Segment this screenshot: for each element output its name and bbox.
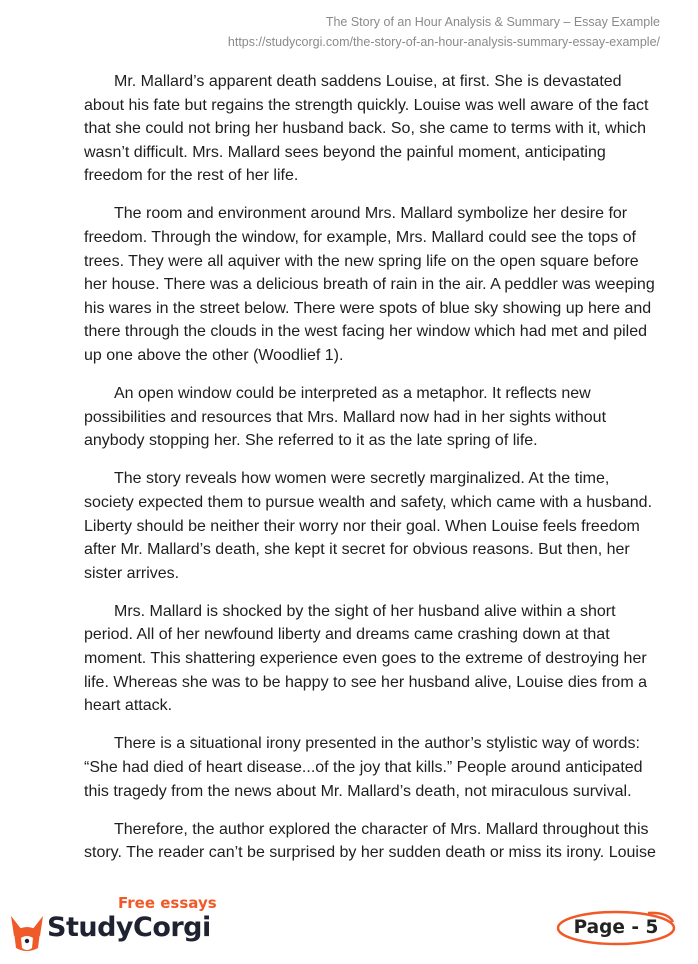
page-number: Page - 5: [573, 916, 659, 938]
studycorgi-logo-text: StudyCorgi: [47, 912, 211, 943]
page-number-badge: [556, 908, 676, 946]
essay-body: [84, 70, 658, 879]
paragraph-3: An open window could be interpreted as a metaphor. It reflects new possibilities and resources that Mrs. Mallard now had in her sights without anybody stopping her. She referred to it as the late spring of life.: [84, 385, 607, 450]
paragraph-5: Mrs. Mallard is shocked by the sight of her husband alive within a short period. All of her newfound liberty and dreams came crashing down at that moment. This shattering experience even goes to the extreme of destroying her life. Whereas she was to be happy to see her husband alive, Louise dies from a heart attack.: [84, 602, 647, 715]
paragraph-6: There is a situational irony presented in the author’s stylistic way of words: “She had died of heart disease...of the joy that kills.” People around anticipated this tragedy from the news about Mr. Mallard’s death, not miraculous survival.: [84, 735, 643, 800]
free-essays-tagline: Free essays: [118, 894, 217, 912]
paragraph-7: Therefore, the author explored the character of Mrs. Mallard throughout this story. The reader can’t be surprised by her sudden death or miss its irony. Louise: [84, 820, 656, 862]
paragraph-1: Mr. Mallard’s apparent death saddens Louise, at first. She is devastated about his fate but regains the strength quickly. Louise was well aware of the fact that she could not bring her husband back. So, she came to terms with it, which wasn’t difficult. Mrs. Mallard sees beyond the painful moment, anticipating freedom for the rest of her life.: [84, 73, 649, 185]
page-footer: [0, 894, 698, 964]
paragraph-2: The room and environment around Mrs. Mallard symbolize her desire for freedom. Through the window, for example, Mrs. Mallard could see the tops of trees. They were all aquiver with the new spring life on the open square before her house. There was a delicious breath of rain in the air. A peddler was weeping his wares in the street below. There were spots of blue sky showing up here and there through the clouds in the west facing her window which had met and piled up one above the other (Woodlief 1).: [84, 205, 655, 365]
document-url: https://studycorgi.com/the-story-of-an-hour-analysis-summary-essay-example/: [227, 35, 660, 49]
paragraph-4: The story reveals how women were secretly marginalized. At the time, society expected them to pursue wealth and safety, which came with a husband. Liberty should be neither their worry nor their goal. When Louise feels freedom after Mr. Mallard’s death, she kept it secret for obvious reasons. But then, her sister arrives.: [84, 470, 653, 582]
page-header: [228, 12, 660, 52]
corgi-logo-icon: [8, 914, 46, 959]
document-title: The Story of an Hour Analysis & Summary – Essay Example: [325, 15, 660, 29]
